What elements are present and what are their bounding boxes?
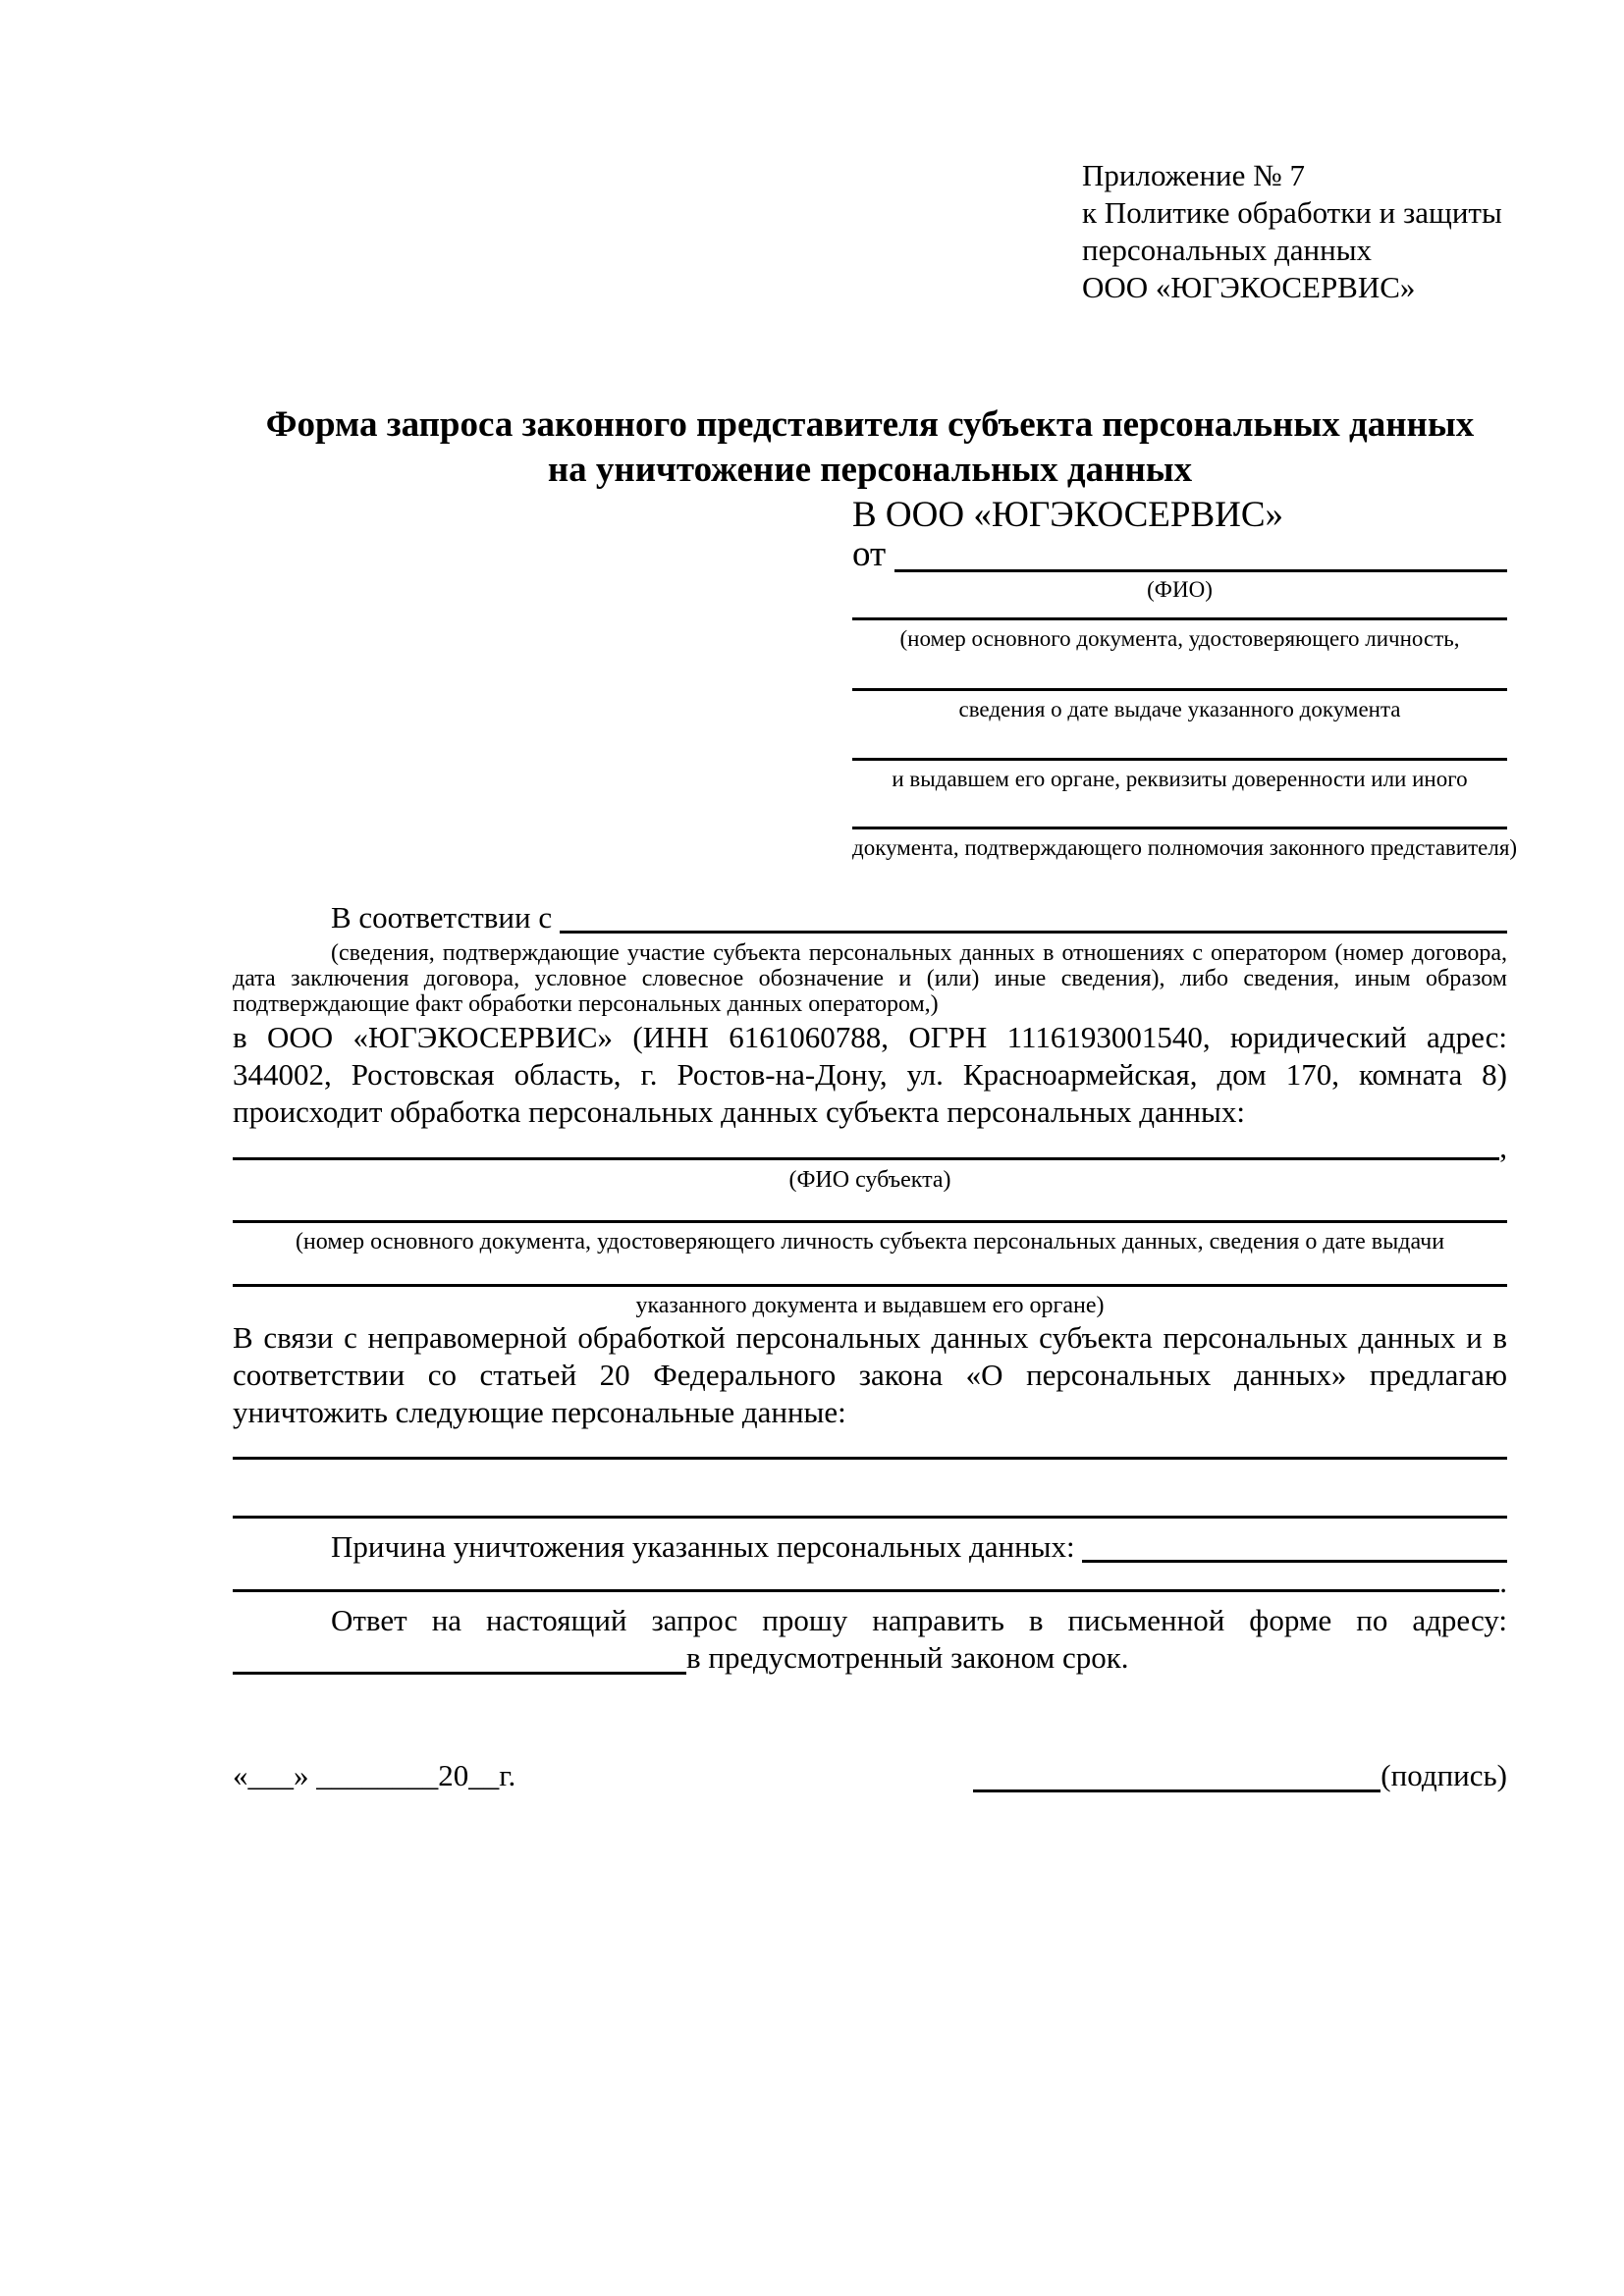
- reason-fill-line: [1082, 1527, 1507, 1563]
- data-to-destroy-line: [233, 1457, 1507, 1460]
- reply-address-line: [233, 1636, 686, 1675]
- appendix-line: к Политике обработки и защиты: [1082, 195, 1502, 230]
- appendix-line: ООО «ЮГЭКОСЕРВИС»: [1082, 270, 1416, 304]
- reason-continuation-row: [233, 1565, 1507, 1599]
- form-title: [233, 402, 1507, 493]
- subject-doc-caption: (номер основного документа, удостоверяющего личность субъекта персональных данных, сведения о дате выдачи: [295, 1229, 1445, 1255]
- accordance-note: (сведения, подтверждающие участие субъекта персональных данных в отношениях с оператором (номер договора, дата заключения договора, условное словесное обозначение и (или) иные сведения), либо сведения, иным образом подтверждающие факт обработки персональных данных оператором,): [233, 940, 1507, 1017]
- document-content: [233, 0, 1518, 1792]
- footer-row: [233, 1756, 1507, 1792]
- data-to-destroy-line: [233, 1516, 1507, 1519]
- reason-row: [233, 1530, 1507, 1563]
- date-blank: «___» ________20__г.: [233, 1758, 516, 1792]
- subject-doc-line: [233, 1220, 1507, 1223]
- appendix-line: Приложение № 7: [1082, 158, 1305, 192]
- representative-doc-line: [852, 617, 1507, 620]
- representative-doc-caption: и выдавшем его органе, реквизиты доверенности или иного: [892, 767, 1468, 791]
- appendix-block: [1082, 157, 1507, 306]
- reason-label: Причина уничтожения указанных персональных данных:: [331, 1529, 1083, 1564]
- signature-block: [973, 1756, 1507, 1792]
- reply-paragraph: Ответ на настоящий запрос прошу направить в письменной форме по адресу:: [331, 1603, 1507, 1637]
- representative-doc-caption: документа, подтверждающего полномочия законного представителя): [852, 835, 1518, 860]
- subject-fio-caption: (ФИО субъекта): [788, 1167, 951, 1193]
- from-row: [852, 534, 1507, 574]
- form-title-line1: Форма запроса законного представителя субъекта персональных данных: [265, 404, 1475, 445]
- accordance-row: [233, 902, 1507, 934]
- reply-tail: в предусмотренный законом срок.: [686, 1640, 1129, 1675]
- addressee-org: В ООО «ЮГЭКОСЕРВИС»: [852, 495, 1284, 535]
- accordance-label: В соответствии с: [331, 900, 560, 934]
- addressee-block: [852, 493, 1518, 862]
- operator-paragraph: в ООО «ЮГЭКОСЕРВИС» (ИНН 6161060788, ОГРН 1116193001540, юридический адрес: 344002, Ростовская область, г. Ростов-на-Дону, ул. Красноармейская, дом 170, комната 8) происходит обработка персональных данных субъекта персональных данных:: [233, 1020, 1507, 1129]
- subject-doc-line: [233, 1284, 1507, 1287]
- reply-address-row: [233, 1639, 1507, 1675]
- representative-doc-line: [852, 688, 1507, 691]
- subject-fio-row: [233, 1130, 1507, 1164]
- subject-fio-line: [233, 1128, 1499, 1160]
- trailing-comma: ,: [1499, 1130, 1507, 1164]
- request-paragraph: В связи с неправомерной обработкой персональных данных субъекта персональных данных и в соответствии со статьей 20 Федерального закона «О персональных данных» предлагаю уничтожить следующие персональные данные:: [233, 1320, 1507, 1429]
- signature-line: [973, 1756, 1380, 1792]
- appendix-line: персональных данных: [1082, 233, 1373, 267]
- form-title-line2: на уничтожение персональных данных: [547, 450, 1193, 490]
- from-fill-line: [894, 534, 1507, 572]
- representative-doc-line: [852, 827, 1507, 829]
- trailing-period: .: [1499, 1565, 1507, 1599]
- representative-doc-line: [852, 758, 1507, 761]
- reason-continuation-line: [233, 1566, 1499, 1592]
- from-label: от: [852, 534, 895, 574]
- signature-caption: (подпись): [1380, 1758, 1507, 1792]
- fio-caption: (ФИО): [1147, 577, 1213, 602]
- subject-doc-caption: указанного документа и выдавшем его органе): [635, 1293, 1105, 1318]
- representative-doc-caption: сведения о дате выдаче указанного документа: [958, 697, 1401, 721]
- representative-doc-caption: (номер основного документа, удостоверяющего личность,: [899, 626, 1460, 651]
- accordance-fill-line: [560, 899, 1507, 934]
